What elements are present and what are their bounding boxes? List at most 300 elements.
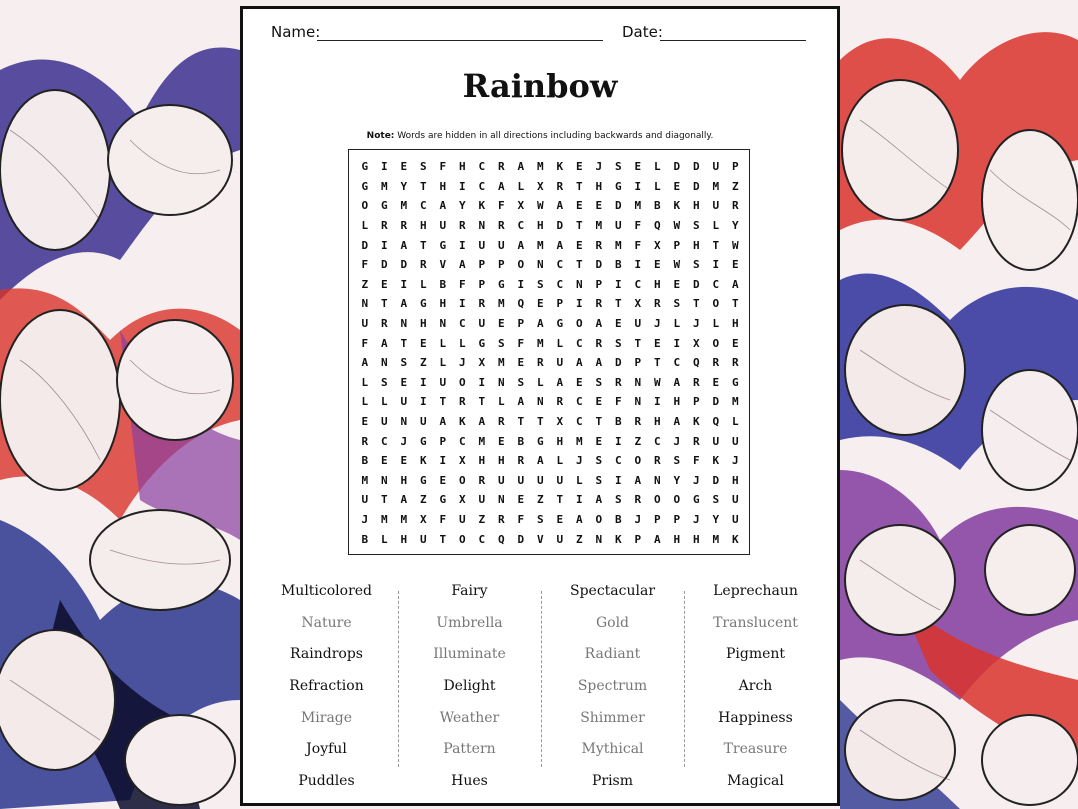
grid-letter[interactable]: I — [712, 258, 720, 272]
grid-letter[interactable]: U — [712, 199, 720, 213]
grid-letter[interactable]: P — [673, 238, 681, 252]
grid-letter[interactable]: L — [380, 532, 388, 546]
grid-letter[interactable]: H — [536, 219, 544, 233]
grid-letter[interactable]: A — [400, 297, 408, 311]
grid-letter[interactable]: K — [712, 454, 720, 468]
grid-letter[interactable]: F — [634, 238, 642, 252]
grid-letter[interactable]: I — [653, 395, 661, 409]
grid-letter[interactable]: Y — [712, 512, 720, 526]
grid-letter[interactable]: S — [595, 454, 603, 468]
grid-letter[interactable]: H — [673, 532, 681, 546]
grid-letter[interactable]: E — [731, 336, 739, 350]
grid-letter[interactable]: N — [653, 473, 661, 487]
grid-letter[interactable]: Z — [536, 493, 544, 507]
grid-letter[interactable]: D — [614, 356, 622, 370]
grid-letter[interactable]: M — [712, 532, 720, 546]
grid-letter[interactable]: J — [361, 512, 369, 526]
grid-letter[interactable]: R — [653, 454, 661, 468]
grid-letter[interactable]: U — [536, 473, 544, 487]
grid-letter[interactable]: T — [712, 238, 720, 252]
grid-letter[interactable]: S — [673, 454, 681, 468]
grid-letter[interactable]: H — [419, 219, 427, 233]
grid-letter[interactable]: U — [380, 415, 388, 429]
grid-letter[interactable]: R — [556, 395, 564, 409]
grid-letter[interactable]: S — [595, 375, 603, 389]
grid-letter[interactable]: N — [478, 219, 486, 233]
grid-letter[interactable]: U — [497, 238, 505, 252]
grid-letter[interactable]: R — [361, 434, 369, 448]
grid-letter[interactable]: I — [575, 297, 583, 311]
grid-letter[interactable]: L — [517, 179, 525, 193]
grid-letter[interactable]: R — [419, 258, 427, 272]
grid-letter[interactable]: A — [673, 375, 681, 389]
grid-letter[interactable]: A — [458, 258, 466, 272]
grid-letter[interactable]: R — [458, 395, 466, 409]
grid-letter[interactable]: J — [673, 434, 681, 448]
grid-letter[interactable]: H — [400, 532, 408, 546]
grid-letter[interactable]: Y — [731, 219, 739, 233]
grid-letter[interactable]: C — [575, 336, 583, 350]
grid-letter[interactable]: V — [536, 532, 544, 546]
grid-letter[interactable]: A — [517, 395, 525, 409]
grid-letter[interactable]: Y — [673, 473, 681, 487]
grid-letter[interactable]: B — [517, 434, 525, 448]
grid-letter[interactable]: T — [439, 532, 447, 546]
grid-letter[interactable]: S — [673, 297, 681, 311]
grid-letter[interactable]: E — [634, 160, 642, 174]
grid-letter[interactable]: X — [517, 199, 525, 213]
grid-letter[interactable]: X — [653, 238, 661, 252]
grid-letter[interactable]: J — [575, 454, 583, 468]
grid-letter[interactable]: A — [517, 160, 525, 174]
grid-letter[interactable]: O — [458, 473, 466, 487]
grid-letter[interactable]: C — [575, 395, 583, 409]
grid-letter[interactable]: Q — [692, 356, 700, 370]
grid-letter[interactable]: A — [536, 454, 544, 468]
grid-letter[interactable]: T — [634, 336, 642, 350]
grid-letter[interactable]: G — [380, 199, 388, 213]
grid-letter[interactable]: A — [595, 493, 603, 507]
grid-letter[interactable]: G — [419, 297, 427, 311]
grid-letter[interactable]: E — [400, 454, 408, 468]
grid-letter[interactable]: L — [556, 336, 564, 350]
grid-letter[interactable]: I — [400, 277, 408, 291]
grid-letter[interactable]: U — [517, 473, 525, 487]
grid-letter[interactable]: E — [419, 336, 427, 350]
grid-letter[interactable]: E — [517, 493, 525, 507]
grid-letter[interactable]: E — [673, 277, 681, 291]
grid-letter[interactable]: A — [556, 199, 564, 213]
grid-letter[interactable]: I — [439, 454, 447, 468]
grid-letter[interactable]: F — [517, 336, 525, 350]
grid-letter[interactable]: H — [419, 317, 427, 331]
grid-letter[interactable]: A — [400, 493, 408, 507]
grid-letter[interactable]: S — [614, 493, 622, 507]
grid-letter[interactable]: H — [653, 277, 661, 291]
grid-letter[interactable]: N — [380, 356, 388, 370]
grid-letter[interactable]: R — [497, 160, 505, 174]
grid-letter[interactable]: K — [458, 415, 466, 429]
grid-letter[interactable]: D — [614, 199, 622, 213]
grid-letter[interactable]: W — [673, 258, 681, 272]
grid-letter[interactable]: N — [497, 375, 505, 389]
grid-letter[interactable]: T — [575, 219, 583, 233]
grid-letter[interactable]: U — [439, 219, 447, 233]
grid-letter[interactable]: T — [536, 415, 544, 429]
grid-letter[interactable]: E — [380, 454, 388, 468]
grid-letter[interactable]: H — [478, 454, 486, 468]
grid-letter[interactable]: Z — [634, 434, 642, 448]
grid-letter[interactable]: R — [653, 297, 661, 311]
grid-letter[interactable]: A — [478, 415, 486, 429]
grid-letter[interactable]: O — [634, 454, 642, 468]
grid-letter[interactable]: P — [478, 258, 486, 272]
grid-letter[interactable]: F — [634, 219, 642, 233]
grid-letter[interactable]: L — [361, 375, 369, 389]
grid-letter[interactable]: U — [478, 238, 486, 252]
grid-letter[interactable]: E — [536, 297, 544, 311]
grid-letter[interactable]: H — [731, 473, 739, 487]
grid-letter[interactable]: R — [731, 356, 739, 370]
grid-letter[interactable]: X — [458, 493, 466, 507]
grid-letter[interactable]: A — [731, 277, 739, 291]
grid-letter[interactable]: N — [536, 258, 544, 272]
grid-letter[interactable]: A — [634, 473, 642, 487]
grid-letter[interactable]: U — [731, 434, 739, 448]
grid-letter[interactable]: O — [673, 493, 681, 507]
grid-letter[interactable]: C — [478, 160, 486, 174]
grid-letter[interactable]: U — [556, 532, 564, 546]
grid-letter[interactable]: E — [575, 238, 583, 252]
grid-letter[interactable]: F — [361, 258, 369, 272]
grid-letter[interactable]: M — [536, 160, 544, 174]
grid-letter[interactable]: E — [556, 512, 564, 526]
grid-letter[interactable]: U — [419, 532, 427, 546]
grid-letter[interactable]: M — [634, 199, 642, 213]
grid-letter[interactable]: X — [556, 415, 564, 429]
grid-letter[interactable]: E — [595, 395, 603, 409]
grid-letter[interactable]: R — [458, 219, 466, 233]
grid-letter[interactable]: C — [712, 277, 720, 291]
grid-letter[interactable]: E — [575, 160, 583, 174]
grid-letter[interactable]: N — [536, 395, 544, 409]
grid-letter[interactable]: E — [653, 336, 661, 350]
grid-letter[interactable]: I — [517, 277, 525, 291]
grid-letter[interactable]: N — [634, 395, 642, 409]
grid-letter[interactable]: I — [380, 160, 388, 174]
grid-letter[interactable]: G — [419, 473, 427, 487]
grid-letter[interactable]: G — [361, 179, 369, 193]
grid-letter[interactable]: E — [673, 179, 681, 193]
grid-letter[interactable]: E — [439, 473, 447, 487]
grid-letter[interactable]: E — [575, 199, 583, 213]
grid-letter[interactable]: L — [536, 375, 544, 389]
grid-letter[interactable]: L — [361, 219, 369, 233]
grid-letter[interactable]: N — [400, 317, 408, 331]
grid-letter[interactable]: M — [478, 434, 486, 448]
grid-letter[interactable]: H — [400, 473, 408, 487]
grid-letter[interactable]: O — [653, 493, 661, 507]
grid-letter[interactable]: T — [419, 179, 427, 193]
grid-letter[interactable]: P — [634, 356, 642, 370]
grid-letter[interactable]: N — [439, 317, 447, 331]
grid-letter[interactable]: C — [419, 199, 427, 213]
grid-letter[interactable]: Z — [478, 512, 486, 526]
grid-letter[interactable]: L — [673, 317, 681, 331]
grid-letter[interactable]: V — [439, 258, 447, 272]
grid-letter[interactable]: C — [614, 454, 622, 468]
grid-letter[interactable]: I — [458, 179, 466, 193]
grid-letter[interactable]: K — [478, 199, 486, 213]
grid-letter[interactable]: J — [634, 512, 642, 526]
grid-letter[interactable]: H — [439, 179, 447, 193]
grid-letter[interactable]: S — [517, 375, 525, 389]
grid-letter[interactable]: T — [731, 297, 739, 311]
grid-letter[interactable]: C — [517, 219, 525, 233]
grid-letter[interactable]: G — [478, 336, 486, 350]
grid-letter[interactable]: S — [400, 356, 408, 370]
grid-letter[interactable]: L — [419, 277, 427, 291]
grid-letter[interactable]: T — [380, 297, 388, 311]
grid-letter[interactable]: B — [653, 199, 661, 213]
grid-letter[interactable]: H — [595, 179, 603, 193]
grid-letter[interactable]: P — [556, 297, 564, 311]
grid-letter[interactable]: B — [614, 258, 622, 272]
grid-letter[interactable]: C — [653, 434, 661, 448]
grid-letter[interactable]: O — [712, 297, 720, 311]
grid-letter[interactable]: R — [380, 219, 388, 233]
grid-letter[interactable]: M — [380, 512, 388, 526]
grid-letter[interactable]: A — [575, 356, 583, 370]
grid-letter[interactable]: U — [439, 375, 447, 389]
grid-letter[interactable]: N — [361, 297, 369, 311]
grid-letter[interactable]: U — [419, 415, 427, 429]
grid-letter[interactable]: H — [653, 415, 661, 429]
grid-letter[interactable]: U — [478, 493, 486, 507]
grid-letter[interactable]: H — [439, 297, 447, 311]
grid-letter[interactable]: S — [692, 258, 700, 272]
grid-letter[interactable]: L — [439, 336, 447, 350]
grid-letter[interactable]: D — [692, 277, 700, 291]
grid-letter[interactable]: F — [439, 160, 447, 174]
grid-letter[interactable]: D — [517, 532, 525, 546]
grid-letter[interactable]: G — [439, 238, 447, 252]
grid-letter[interactable]: J — [731, 454, 739, 468]
grid-letter[interactable]: U — [361, 493, 369, 507]
grid-letter[interactable]: C — [478, 179, 486, 193]
grid-letter[interactable]: O — [575, 317, 583, 331]
grid-letter[interactable]: C — [458, 434, 466, 448]
grid-letter[interactable]: N — [380, 473, 388, 487]
grid-letter[interactable]: N — [400, 415, 408, 429]
grid-letter[interactable]: U — [712, 160, 720, 174]
grid-letter[interactable]: L — [653, 179, 661, 193]
grid-letter[interactable]: H — [692, 532, 700, 546]
grid-letter[interactable]: P — [497, 258, 505, 272]
grid-letter[interactable]: H — [692, 199, 700, 213]
grid-letter[interactable]: C — [673, 356, 681, 370]
grid-letter[interactable]: T — [400, 336, 408, 350]
grid-letter[interactable]: G — [536, 434, 544, 448]
grid-letter[interactable]: L — [458, 336, 466, 350]
grid-letter[interactable]: E — [614, 317, 622, 331]
grid-letter[interactable]: G — [614, 179, 622, 193]
grid-letter[interactable]: L — [380, 395, 388, 409]
grid-letter[interactable]: H — [692, 238, 700, 252]
grid-letter[interactable]: R — [712, 356, 720, 370]
grid-letter[interactable]: W — [731, 238, 739, 252]
grid-letter[interactable]: R — [517, 454, 525, 468]
grid-letter[interactable]: D — [361, 238, 369, 252]
grid-letter[interactable]: U — [712, 434, 720, 448]
grid-letter[interactable]: G — [556, 317, 564, 331]
grid-letter[interactable]: I — [614, 473, 622, 487]
grid-letter[interactable]: C — [478, 532, 486, 546]
grid-letter[interactable]: A — [673, 415, 681, 429]
grid-letter[interactable]: S — [419, 160, 427, 174]
grid-letter[interactable]: G — [439, 493, 447, 507]
grid-letter[interactable]: R — [536, 356, 544, 370]
grid-letter[interactable]: A — [575, 512, 583, 526]
grid-letter[interactable]: O — [458, 532, 466, 546]
grid-letter[interactable]: L — [439, 356, 447, 370]
grid-letter[interactable]: B — [614, 415, 622, 429]
grid-letter[interactable]: C — [380, 434, 388, 448]
grid-letter[interactable]: C — [556, 277, 564, 291]
grid-letter[interactable]: K — [731, 532, 739, 546]
grid-letter[interactable]: E — [400, 160, 408, 174]
grid-letter[interactable]: E — [400, 375, 408, 389]
grid-letter[interactable]: K — [556, 160, 564, 174]
grid-letter[interactable]: T — [419, 238, 427, 252]
grid-letter[interactable]: H — [556, 434, 564, 448]
grid-letter[interactable]: D — [712, 395, 720, 409]
grid-letter[interactable]: E — [517, 356, 525, 370]
grid-letter[interactable]: P — [673, 512, 681, 526]
grid-letter[interactable]: R — [380, 317, 388, 331]
grid-letter[interactable]: X — [458, 454, 466, 468]
grid-letter[interactable]: O — [712, 336, 720, 350]
grid-letter[interactable]: I — [634, 179, 642, 193]
grid-letter[interactable]: J — [692, 317, 700, 331]
grid-letter[interactable]: R — [634, 493, 642, 507]
grid-letter[interactable]: S — [692, 219, 700, 233]
name-field-line[interactable] — [317, 40, 603, 41]
grid-letter[interactable]: J — [458, 356, 466, 370]
grid-letter[interactable]: D — [380, 258, 388, 272]
grid-letter[interactable]: M — [361, 473, 369, 487]
grid-letter[interactable]: Z — [731, 179, 739, 193]
grid-letter[interactable]: I — [458, 238, 466, 252]
grid-letter[interactable]: N — [595, 532, 603, 546]
grid-letter[interactable]: F — [614, 395, 622, 409]
grid-letter[interactable]: R — [692, 434, 700, 448]
grid-letter[interactable]: G — [419, 434, 427, 448]
grid-letter[interactable]: F — [517, 512, 525, 526]
grid-letter[interactable]: A — [361, 356, 369, 370]
grid-letter[interactable]: C — [634, 277, 642, 291]
grid-letter[interactable]: U — [361, 317, 369, 331]
grid-letter[interactable]: J — [692, 512, 700, 526]
grid-letter[interactable]: L — [497, 395, 505, 409]
grid-letter[interactable]: A — [556, 238, 564, 252]
grid-letter[interactable]: P — [634, 532, 642, 546]
grid-letter[interactable]: M — [497, 356, 505, 370]
grid-letter[interactable]: R — [478, 473, 486, 487]
grid-letter[interactable]: T — [575, 179, 583, 193]
grid-letter[interactable]: F — [497, 199, 505, 213]
grid-letter[interactable]: Z — [419, 493, 427, 507]
grid-letter[interactable]: E — [595, 199, 603, 213]
grid-letter[interactable]: G — [497, 277, 505, 291]
grid-letter[interactable]: L — [712, 219, 720, 233]
grid-letter[interactable]: F — [361, 336, 369, 350]
grid-letter[interactable]: X — [419, 512, 427, 526]
grid-letter[interactable]: A — [595, 317, 603, 331]
grid-letter[interactable]: Y — [458, 199, 466, 213]
grid-letter[interactable]: E — [595, 434, 603, 448]
grid-letter[interactable]: S — [595, 473, 603, 487]
grid-letter[interactable]: L — [731, 415, 739, 429]
grid-letter[interactable]: C — [575, 415, 583, 429]
grid-letter[interactable]: J — [692, 473, 700, 487]
grid-letter[interactable]: O — [458, 375, 466, 389]
grid-letter[interactable]: B — [439, 277, 447, 291]
grid-letter[interactable]: R — [400, 219, 408, 233]
grid-letter[interactable]: G — [731, 375, 739, 389]
grid-letter[interactable]: E — [712, 375, 720, 389]
grid-letter[interactable]: T — [653, 356, 661, 370]
grid-letter[interactable]: U — [634, 317, 642, 331]
grid-letter[interactable]: E — [497, 317, 505, 331]
grid-letter[interactable]: K — [673, 199, 681, 213]
grid-letter[interactable]: A — [380, 336, 388, 350]
grid-letter[interactable]: W — [536, 199, 544, 213]
grid-letter[interactable]: Q — [517, 297, 525, 311]
grid-letter[interactable]: X — [536, 179, 544, 193]
grid-letter[interactable]: T — [556, 493, 564, 507]
grid-letter[interactable]: X — [692, 336, 700, 350]
grid-letter[interactable]: R — [595, 238, 603, 252]
grid-letter[interactable]: M — [595, 219, 603, 233]
grid-letter[interactable]: U — [731, 512, 739, 526]
grid-letter[interactable]: O — [595, 512, 603, 526]
grid-letter[interactable]: A — [439, 415, 447, 429]
grid-letter[interactable]: W — [673, 219, 681, 233]
grid-letter[interactable]: A — [556, 375, 564, 389]
grid-letter[interactable]: S — [380, 375, 388, 389]
grid-letter[interactable]: R — [692, 375, 700, 389]
grid-letter[interactable]: P — [517, 317, 525, 331]
grid-letter[interactable]: H — [458, 160, 466, 174]
grid-letter[interactable]: K — [614, 532, 622, 546]
grid-letter[interactable]: U — [458, 512, 466, 526]
grid-letter[interactable]: B — [361, 532, 369, 546]
grid-letter[interactable]: F — [692, 454, 700, 468]
grid-letter[interactable]: L — [556, 454, 564, 468]
grid-letter[interactable]: P — [595, 277, 603, 291]
grid-letter[interactable]: G — [361, 160, 369, 174]
grid-letter[interactable]: L — [653, 160, 661, 174]
grid-letter[interactable]: A — [653, 532, 661, 546]
grid-letter[interactable]: D — [595, 258, 603, 272]
grid-letter[interactable]: E — [497, 434, 505, 448]
grid-letter[interactable]: I — [380, 238, 388, 252]
grid-letter[interactable]: F — [439, 512, 447, 526]
grid-letter[interactable]: N — [634, 375, 642, 389]
grid-letter[interactable]: W — [653, 375, 661, 389]
grid-letter[interactable]: Z — [575, 532, 583, 546]
